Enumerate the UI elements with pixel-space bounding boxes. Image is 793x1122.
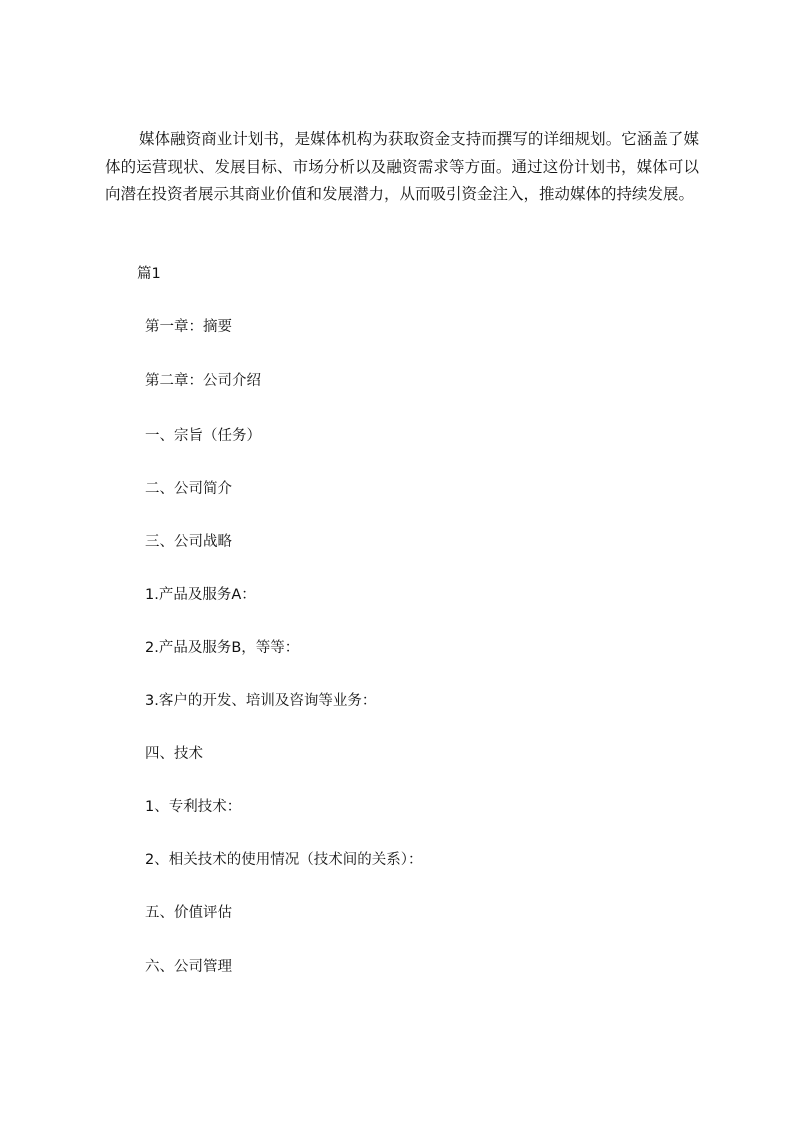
outline-item-technology: 四、技术 [145, 746, 203, 762]
outline-item-company-strategy: 三、公司战略 [145, 534, 232, 550]
outline-item-chapter-2: 第二章：公司介绍 [145, 373, 261, 389]
outline-item-company-profile: 二、公司简介 [145, 481, 232, 497]
intro-paragraph: 媒体融资商业计划书，是媒体机构为获取资金支持而撰写的详细规划。它涵盖了媒体的运营现状、发展目标、市场分析以及融资需求等方面。通过这份计划书，媒体可以向潜在投资者展示其商业价值和发展潜力，从而吸引资金注入，推动媒体的持续发展。 [105, 130, 699, 203]
outline-item-product-a: 1.产品及服务A： [145, 587, 256, 603]
outline-item-valuation: 五、价值评估 [145, 905, 232, 921]
section-label: 篇1 [137, 266, 161, 282]
outline-item-chapter-1: 第一章：摘要 [145, 319, 232, 335]
outline-item-customer-services: 3.客户的开发、培训及咨询等业务： [145, 693, 377, 709]
outline-item-patents: 1、专利技术： [145, 799, 242, 815]
outline-item-management: 六、公司管理 [145, 959, 232, 975]
outline-item-mission: 一、宗旨（任务） [145, 428, 261, 444]
outline-item-product-b: 2.产品及服务B，等等： [145, 640, 300, 656]
outline-item-related-tech: 2、相关技术的使用情况（技术间的关系）： [145, 852, 423, 868]
